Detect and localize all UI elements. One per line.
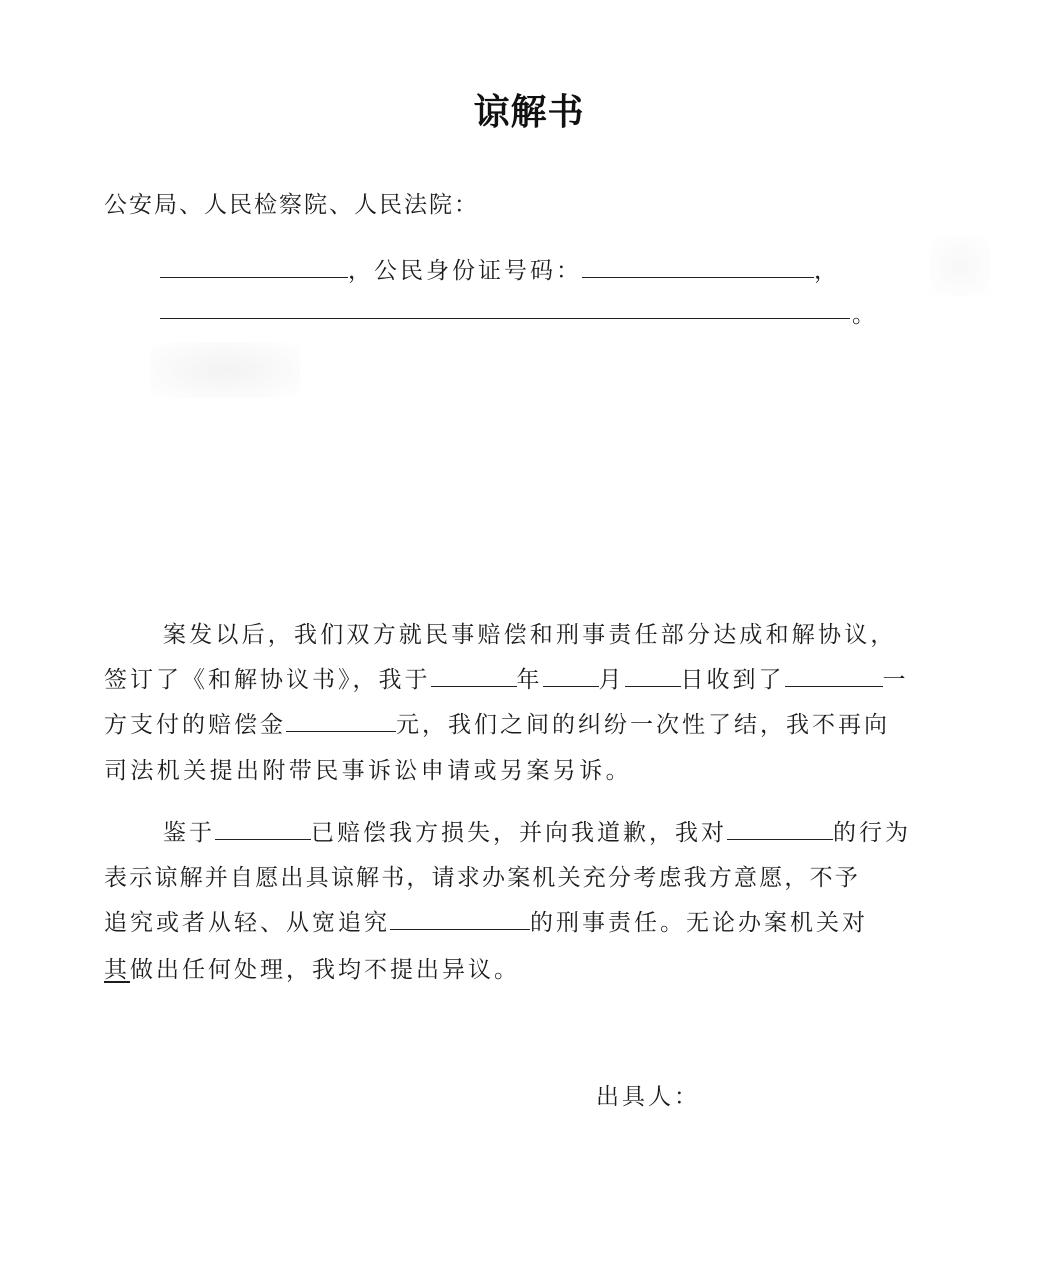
- month-blank[interactable]: [543, 666, 599, 687]
- identity-line: [160, 252, 840, 285]
- faint-mark-right: [930, 236, 990, 296]
- offender-blank[interactable]: [215, 819, 311, 840]
- apology-text: 已赔偿我方损失，并向我道歉，我对: [311, 820, 727, 846]
- document-title: 谅解书: [473, 92, 585, 133]
- its-word: 其: [104, 957, 130, 983]
- id-number-blank[interactable]: [582, 257, 814, 278]
- para2-line3: [104, 904, 868, 937]
- compensation-label: 方支付的赔偿金: [104, 712, 286, 738]
- id-label: ，公民身份证号码：: [348, 258, 582, 284]
- responsibility-text: 的刑事责任。无论办案机关对: [530, 910, 868, 936]
- year-blank[interactable]: [431, 666, 517, 687]
- settlement-text: 元，我们之间的纠纷一次性了结，我不再向: [396, 712, 890, 738]
- para1-line2: [104, 661, 909, 694]
- para1-line1: 案发以后，我们双方就民事赔偿和刑事责任部分达成和解协议，: [163, 622, 897, 648]
- addressee: 公安局、人民检察院、人民法院：: [104, 192, 479, 218]
- no-objection-text: 做出任何处理，我均不提出异议。: [130, 957, 520, 983]
- name-blank[interactable]: [160, 257, 348, 278]
- behavior-text: 的行为: [833, 820, 911, 846]
- line1-comma: ，: [814, 258, 840, 284]
- month-label: 月: [598, 667, 625, 693]
- offender-blank-2[interactable]: [727, 819, 833, 840]
- address-blank[interactable]: [160, 318, 850, 319]
- line2-period: 。: [852, 302, 875, 328]
- para1-line2-end: 一: [882, 667, 909, 693]
- agreement-text: 签订了《和解协议书》，我于: [104, 667, 431, 693]
- para2-line2: 表示谅解并自愿出具谅解书，请求办案机关充分考虑我方意愿，不予: [104, 865, 860, 891]
- para2-line4: [104, 951, 520, 984]
- faint-mark: [150, 342, 300, 398]
- offender-blank-3[interactable]: [390, 909, 530, 930]
- payer-blank[interactable]: [785, 666, 883, 687]
- lenient-text: 追究或者从轻、从宽追究: [104, 910, 390, 936]
- given-label: 鉴于: [163, 820, 215, 846]
- para2-line1: [163, 814, 911, 847]
- para1-line3: [104, 706, 890, 739]
- year-label: 年: [516, 667, 543, 693]
- day-label: 日收到了: [680, 667, 785, 693]
- para1-line4: 司法机关提出附带民事诉讼申请或另案另诉。: [104, 758, 632, 784]
- issuer-label: 出具人：: [596, 1084, 700, 1110]
- day-blank[interactable]: [625, 666, 681, 687]
- amount-blank[interactable]: [286, 711, 396, 732]
